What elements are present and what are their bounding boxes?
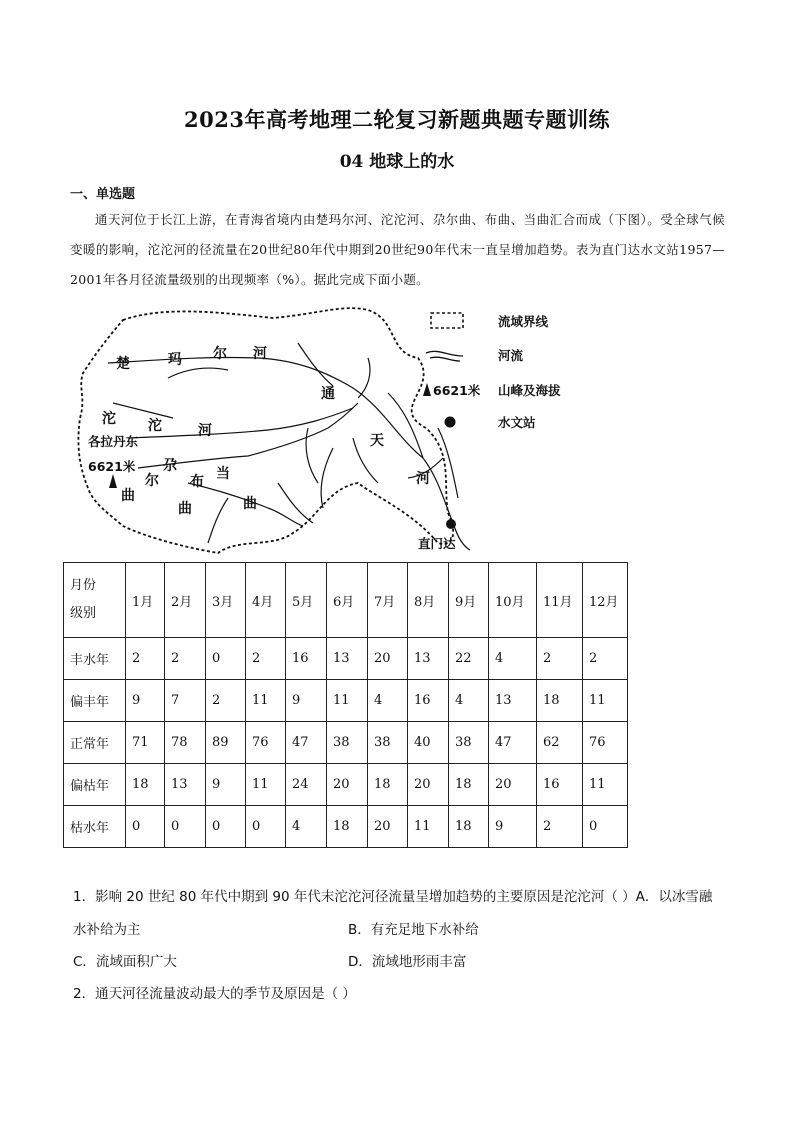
map-label: 沱	[148, 418, 162, 434]
map-label: 河	[416, 471, 430, 487]
month-header: 5月	[286, 563, 327, 638]
month-header: 10月	[489, 563, 537, 638]
river-basin-map	[68, 298, 588, 558]
legend-peak-icon	[423, 383, 431, 396]
table-cell: 47	[286, 722, 327, 764]
month-header: 8月	[408, 563, 449, 638]
runoff-frequency-table	[63, 562, 628, 848]
table-cell: 0	[126, 806, 165, 848]
table-row	[64, 722, 628, 764]
table-cell: 13	[327, 638, 368, 680]
map-label: 曲	[121, 488, 135, 504]
map-label: 曲	[243, 496, 257, 512]
table-cell: 20	[327, 764, 368, 806]
row-label: 偏丰年	[64, 680, 126, 722]
table-cell: 11	[246, 680, 286, 722]
table-row	[64, 806, 628, 848]
table-cell: 16	[408, 680, 449, 722]
table-cell: 13	[408, 638, 449, 680]
table-cell: 18	[449, 764, 489, 806]
place-label: 各拉丹东	[88, 434, 139, 449]
table-cell: 11	[246, 764, 286, 806]
table-cell: 0	[583, 806, 628, 848]
table-cell: 76	[583, 722, 628, 764]
table-cell: 20	[368, 806, 408, 848]
station-label: 直门达	[418, 536, 456, 551]
table-cell: 18	[327, 806, 368, 848]
month-header: 12月	[583, 563, 628, 638]
table-cell: 11	[583, 680, 628, 722]
month-header: 6月	[327, 563, 368, 638]
peak-marker	[109, 474, 117, 488]
map-label: 通	[321, 386, 335, 402]
table-cell: 71	[126, 722, 165, 764]
table-cell: 38	[327, 722, 368, 764]
map-legend	[423, 313, 561, 430]
table-cell: 38	[449, 722, 489, 764]
table-row	[64, 764, 628, 806]
table-cell: 0	[165, 806, 206, 848]
legend-river-swatch	[426, 351, 463, 356]
table-header-row	[64, 563, 628, 638]
table-cell: 24	[286, 764, 327, 806]
row-label: 偏枯年	[64, 764, 126, 806]
question-1-option-b: B．有充足地下水补给	[348, 922, 479, 938]
table-cell: 9	[286, 680, 327, 722]
table-cell: 62	[537, 722, 583, 764]
map-label: 尔	[145, 473, 159, 489]
table-cell: 18	[368, 764, 408, 806]
table-cell: 76	[246, 722, 286, 764]
legend-label: 水文站	[498, 415, 536, 430]
table-cell: 89	[206, 722, 246, 764]
month-header: 4月	[246, 563, 286, 638]
table-cell: 11	[408, 806, 449, 848]
month-header: 2月	[165, 563, 206, 638]
intro-paragraph: 通天河位于长江上游，在青海省境内由楚玛尔河、沱沱河、尕尔曲、布曲、当曲汇合而成（下图）。受全球气候变暖的影响，沱沱河的径流量在20世纪80年代中期到20世纪90年代末一直呈增加趋势。表为直门达水文站1957—2001年各月径流量级别的出现频率（%）。据此完成下面小题。	[70, 212, 725, 287]
map-label: 曲	[178, 501, 192, 517]
month-header: 9月	[449, 563, 489, 638]
row-label: 正常年	[64, 722, 126, 764]
table-cell: 40	[408, 722, 449, 764]
map-label: 楚	[116, 356, 130, 372]
month-header: 7月	[368, 563, 408, 638]
map-label: 当	[216, 466, 230, 482]
table-cell: 2	[206, 680, 246, 722]
table-cell: 9	[489, 806, 537, 848]
question-1-line-1: 1．影响 20 世纪 80 年代中期到 90 年代末沱沱河径流量呈增加趋势的主要原因是沱沱河（ ）A．以冰雪融	[73, 889, 713, 905]
section-heading: 一、单选题	[70, 187, 136, 202]
map-label: 布	[190, 474, 204, 490]
table-cell: 22	[449, 638, 489, 680]
table-cell: 0	[206, 806, 246, 848]
table-cell: 13	[165, 764, 206, 806]
table-cell: 20	[408, 764, 449, 806]
map-label: 天	[370, 433, 384, 449]
table-cell: 16	[286, 638, 327, 680]
table-cell: 4	[368, 680, 408, 722]
table-cell: 2	[537, 638, 583, 680]
legend-boundary-swatch	[431, 313, 463, 328]
table-cell: 2	[537, 806, 583, 848]
corner-top: 月份	[70, 578, 97, 593]
page-subtitle: 04 地球上的水	[339, 152, 455, 172]
map-label: 玛	[168, 352, 182, 368]
month-header: 3月	[206, 563, 246, 638]
table-cell: 4	[286, 806, 327, 848]
table-cell: 16	[537, 764, 583, 806]
row-label: 枯水年	[64, 806, 126, 848]
legend-peak-sample: 6621米	[433, 383, 481, 398]
legend-station-icon	[445, 417, 456, 428]
table-cell: 78	[165, 722, 206, 764]
peak-label: 6621米	[88, 459, 136, 474]
row-label: 丰水年	[64, 638, 126, 680]
page-title: 2023年高考地理二轮复习新题典题专题训练	[184, 107, 610, 132]
table-row	[64, 680, 628, 722]
table-cell: 20	[368, 638, 408, 680]
table-cell: 4	[449, 680, 489, 722]
table-cell: 20	[489, 764, 537, 806]
table-row	[64, 638, 628, 680]
map-label: 尕	[163, 458, 177, 474]
corner-bottom: 级别	[70, 606, 97, 621]
table-cell: 13	[489, 680, 537, 722]
map-label: 尔	[213, 346, 227, 362]
table-cell: 47	[489, 722, 537, 764]
table-cell: 18	[126, 764, 165, 806]
map-label: 沱	[102, 411, 116, 427]
table-cell: 2	[246, 638, 286, 680]
table-cell: 11	[327, 680, 368, 722]
table-cell: 9	[126, 680, 165, 722]
month-header: 11月	[537, 563, 583, 638]
table-cell: 18	[449, 806, 489, 848]
table-cell: 2	[126, 638, 165, 680]
table-cell: 0	[246, 806, 286, 848]
table-cell: 9	[206, 764, 246, 806]
question-2: 2．通天河径流量波动最大的季节及原因是（ ）	[73, 986, 356, 1002]
table-cell: 0	[206, 638, 246, 680]
table-corner	[64, 563, 126, 638]
question-1-line-2: 水补给为主	[73, 922, 141, 938]
table-cell: 4	[489, 638, 537, 680]
legend-label: 流域界线	[498, 314, 549, 329]
table-cell: 11	[583, 764, 628, 806]
table-cell: 2	[583, 638, 628, 680]
station-marker	[446, 519, 456, 529]
map-label: 河	[198, 423, 212, 439]
legend-river-swatch-2	[430, 357, 460, 361]
table-cell: 38	[368, 722, 408, 764]
river-network	[108, 343, 470, 550]
table-cell: 7	[165, 680, 206, 722]
table-cell: 18	[537, 680, 583, 722]
question-1-option-c: C．流域面积广大	[73, 954, 177, 970]
legend-label: 河流	[498, 348, 524, 363]
question-1-option-d: D．流域地形雨丰富	[348, 954, 467, 970]
legend-label: 山峰及海拔	[498, 383, 561, 398]
month-header: 1月	[126, 563, 165, 638]
map-label: 河	[253, 346, 267, 362]
table-cell: 2	[165, 638, 206, 680]
